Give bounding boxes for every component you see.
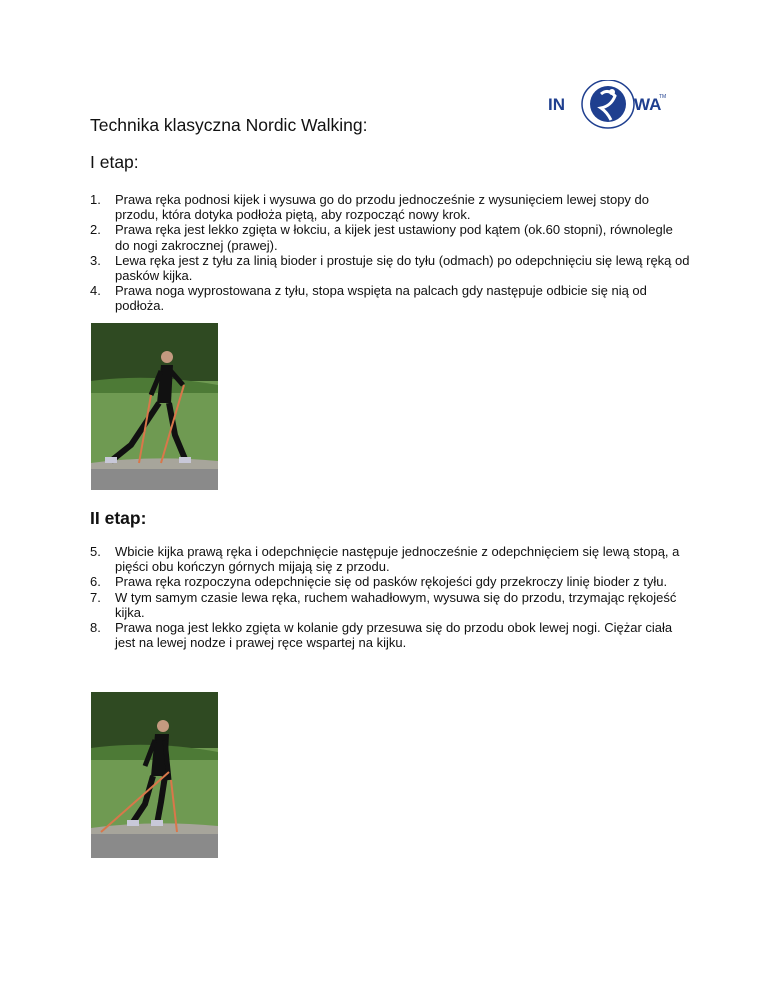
nordic-walking-photo-stage1 [91,323,218,490]
step-number: 6. [90,574,101,590]
step-number: 4. [90,283,101,299]
list-item [90,222,690,252]
step-text: Prawa ręka rozpoczyna odepchnięcie się od pasków rękojeści gdy przekroczy linię bioder z tyłu. [115,574,668,590]
stage1-heading: I etap: [90,152,139,172]
step-text: Prawa noga jest lekko zgięta w kolanie gdy przesuwa się do przodu obok lewej nogi. Ciężar ciała jest na lewej nodze i prawej ręce wspartej na kijku. [115,620,673,651]
stage2-steps [90,544,690,650]
stage2-heading: II etap: [90,508,147,528]
step-number: 8. [90,620,101,636]
stage1-steps [90,192,690,314]
list-item [90,590,690,620]
page-title: Technika klasyczna Nordic Walking: [90,115,368,135]
list-item [90,574,690,589]
list-item [90,544,690,574]
step-number: 3. [90,252,101,268]
list-item [90,192,690,222]
list-item [90,253,690,283]
step-text: Wbicie kijka prawą ręka i odepchnięcie następuje jednocześnie z odepchnięciem się lewą stopą, a pięści obu kończyn górnych mijają się z przodu. [115,544,680,575]
logo-tm: TM [659,94,667,100]
logo-text-left: IN [548,95,565,114]
nordic-walking-photo-stage2 [91,692,218,858]
step-text: Prawa noga wyprostowana z tyłu, stopa wspięta na palcach gdy następuje odbicie się nią od podłoża. [115,283,647,314]
step-text: Prawa ręka jest lekko zgięta w łokciu, a kijek jest ustawiony pod kątem (ok.60 stopni), równolegle do nogi zakrocznej (prawej). [115,222,673,253]
step-number: 1. [90,192,101,207]
inwa-logo [546,80,670,132]
step-text: W tym samym czasie lewa ręka, ruchem wahadłowym, wysuwa się do przodu, trzymając rękojeść kijka. [115,589,677,620]
step-number: 5. [90,544,101,559]
step-text: Lewa ręka jest z tyłu za linią bioder i prostuje się do tyłu (odmach) po odepchnięciu się lewą ręką od pasków kijka. [115,252,690,284]
list-item [90,620,690,650]
list-item [90,283,690,313]
step-text: Prawa ręka podnosi kijek i wysuwa go do przodu jednocześnie z wysunięciem lewej stopy do przodu, która dotyka podłoża piętą, aby rozpocząć nowy krok. [115,192,649,223]
step-number: 7. [90,589,101,605]
logo-text-right: WA [634,95,662,114]
step-number: 2. [90,222,101,238]
